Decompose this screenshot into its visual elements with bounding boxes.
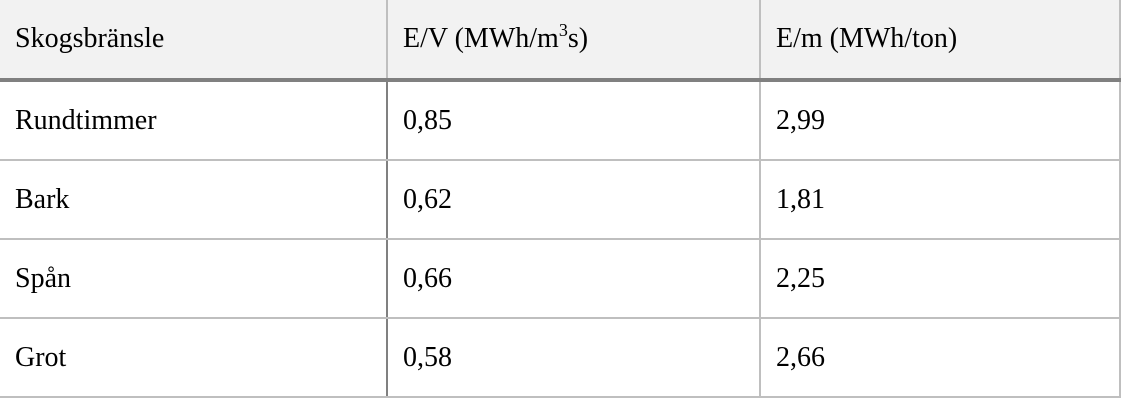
table-row xyxy=(0,318,1120,397)
table-row xyxy=(0,239,1120,318)
header-energy-per-volume-prefix: E/V (MWh/m xyxy=(403,23,559,54)
row-energy-per-volume: 0,58 xyxy=(387,318,760,397)
row-energy-per-mass: 2,25 xyxy=(760,239,1120,318)
row-fuel-name: Grot xyxy=(0,318,387,397)
row-energy-per-mass: 2,99 xyxy=(760,80,1120,160)
header-energy-per-volume-superscript: 3 xyxy=(558,20,568,40)
row-fuel-name: Spån xyxy=(0,239,387,318)
header-energy-per-volume xyxy=(387,0,760,80)
table-row xyxy=(0,160,1120,239)
header-energy-per-mass: E/m (MWh/ton) xyxy=(760,0,1120,80)
row-energy-per-volume: 0,66 xyxy=(387,239,760,318)
header-fuel-type: Skogsbränsle xyxy=(0,0,387,80)
table-row xyxy=(0,80,1120,160)
row-fuel-name: Rundtimmer xyxy=(0,80,387,160)
row-fuel-name: Bark xyxy=(0,160,387,239)
header-energy-per-volume-suffix: s) xyxy=(567,23,589,54)
table-header-row xyxy=(0,0,1120,80)
row-energy-per-volume: 0,62 xyxy=(387,160,760,239)
row-energy-per-mass: 1,81 xyxy=(760,160,1120,239)
row-energy-per-volume: 0,85 xyxy=(387,80,760,160)
row-energy-per-mass: 2,66 xyxy=(760,318,1120,397)
